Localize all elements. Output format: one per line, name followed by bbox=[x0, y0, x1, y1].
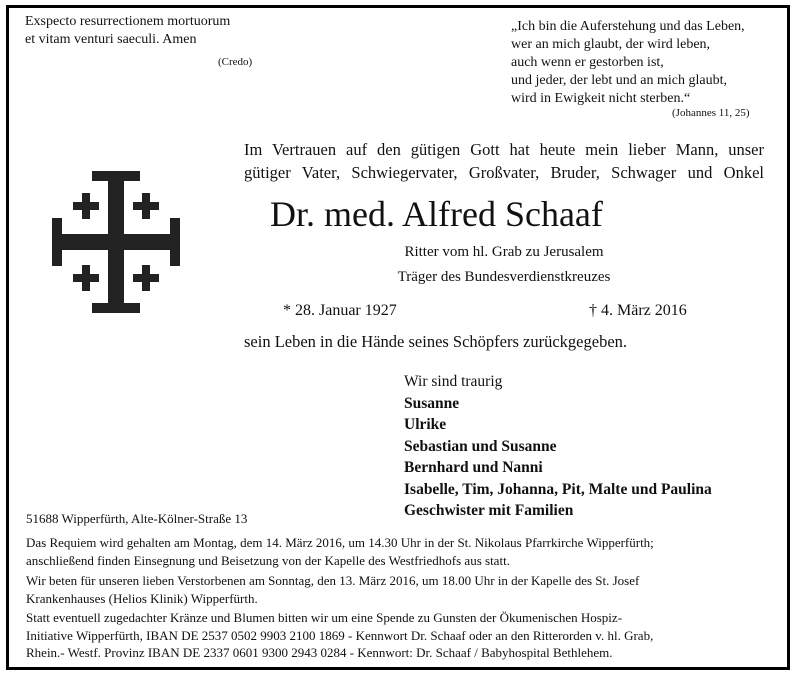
mourner-name: Bernhard und Nanni bbox=[404, 459, 543, 476]
credo-line: et vitam venturi saeculi. Amen bbox=[25, 32, 197, 47]
intro-text bbox=[244, 138, 764, 184]
mourner-name: Geschwister mit Familien bbox=[404, 502, 574, 519]
bible-line: „Ich bin die Auferstehung und das Leben, bbox=[511, 19, 745, 34]
mourner-name: Sebastian und Susanne bbox=[404, 437, 557, 455]
notice-line: Das Requiem wird gehalten am Montag, dem 14. März 2016, um 14.30 Uhr in der St. Nikolaus Pfarrkirche Wipperfürth; bbox=[26, 535, 654, 550]
birth-date: * 28. Januar 1927 bbox=[283, 302, 397, 319]
notice-line: anschließend finden Einsegnung und Beisetzung von der Kapelle des Westfriedhofs aus statt. bbox=[26, 552, 510, 568]
bible-quote bbox=[511, 18, 745, 108]
mourner-name: Isabelle, Tim, Johanna, Pit, Malte und Paulina bbox=[404, 480, 712, 498]
requiem-notice bbox=[26, 534, 772, 569]
bible-source: (Johannes 11, 25) bbox=[672, 107, 750, 119]
notice-line: Statt eventuell zugedachter Kränze und Blumen bitten wir um eine Spende zu Gunsten der Ökumenischen Hospiz- bbox=[26, 610, 623, 625]
deceased-name: Dr. med. Alfred Schaaf bbox=[270, 194, 603, 234]
bible-line: wird in Ewigkeit nicht sterben.“ bbox=[511, 91, 691, 106]
family-address: 51688 Wipperfürth, Alte-Kölner-Straße 13 bbox=[26, 511, 248, 526]
bible-line: wer an mich glaubt, der wird leben, bbox=[511, 37, 711, 52]
bible-line: auch wenn er gestorben ist, bbox=[511, 55, 664, 70]
notice-line: Rhein.- Westf. Provinz IBAN DE 2337 0601 9300 2943 0284 - Kennwort: Dr. Schaaf / Babyhospital Bethlehem. bbox=[26, 645, 613, 660]
notice-line: Initiative Wipperfürth, IBAN DE 2537 0502 9903 2100 1869 - Kennwort Dr. Schaaf oder an den Ritterorden v. hl. Grab, bbox=[26, 627, 654, 643]
notice-line: Krankenhauses (Helios Klinik) Wipperfürth. bbox=[26, 590, 258, 606]
prayer-notice bbox=[26, 572, 772, 607]
intro-line: gütiger Vater, Schwiegervater, Großvater, Bruder, Schwager und Onkel bbox=[244, 163, 764, 182]
intro-line: Im Vertrauen auf den gütigen Gott hat heute mein lieber Mann, unser bbox=[244, 140, 764, 159]
jerusalem-cross-icon bbox=[52, 171, 180, 313]
credo-quote bbox=[25, 13, 230, 49]
bible-line: und jeder, der lebt und an mich glaubt, bbox=[511, 73, 727, 88]
closing-text: sein Leben in die Hände seines Schöpfers zurückgegeben. bbox=[244, 332, 628, 351]
mourners-intro: Wir sind traurig bbox=[404, 373, 503, 390]
credo-source: (Credo) bbox=[218, 56, 253, 68]
mourner-name: Ulrike bbox=[404, 416, 447, 433]
deceased-title: Ritter vom hl. Grab zu Jerusalem bbox=[404, 244, 604, 260]
credo-line: Exspecto resurrectionem mortuorum bbox=[25, 14, 231, 29]
notice-line: Wir beten für unseren lieben Verstorbenen am Sonntag, den 13. März 2016, um 18.00 Uhr in der Kapelle des St. Josef bbox=[26, 573, 640, 588]
donation-notice bbox=[26, 609, 772, 662]
mourners-list bbox=[404, 371, 712, 522]
mourner-name: Susanne bbox=[404, 394, 460, 412]
death-date: † 4. März 2016 bbox=[589, 302, 687, 319]
deceased-honor: Träger des Bundesverdienstkreuzes bbox=[397, 269, 611, 285]
